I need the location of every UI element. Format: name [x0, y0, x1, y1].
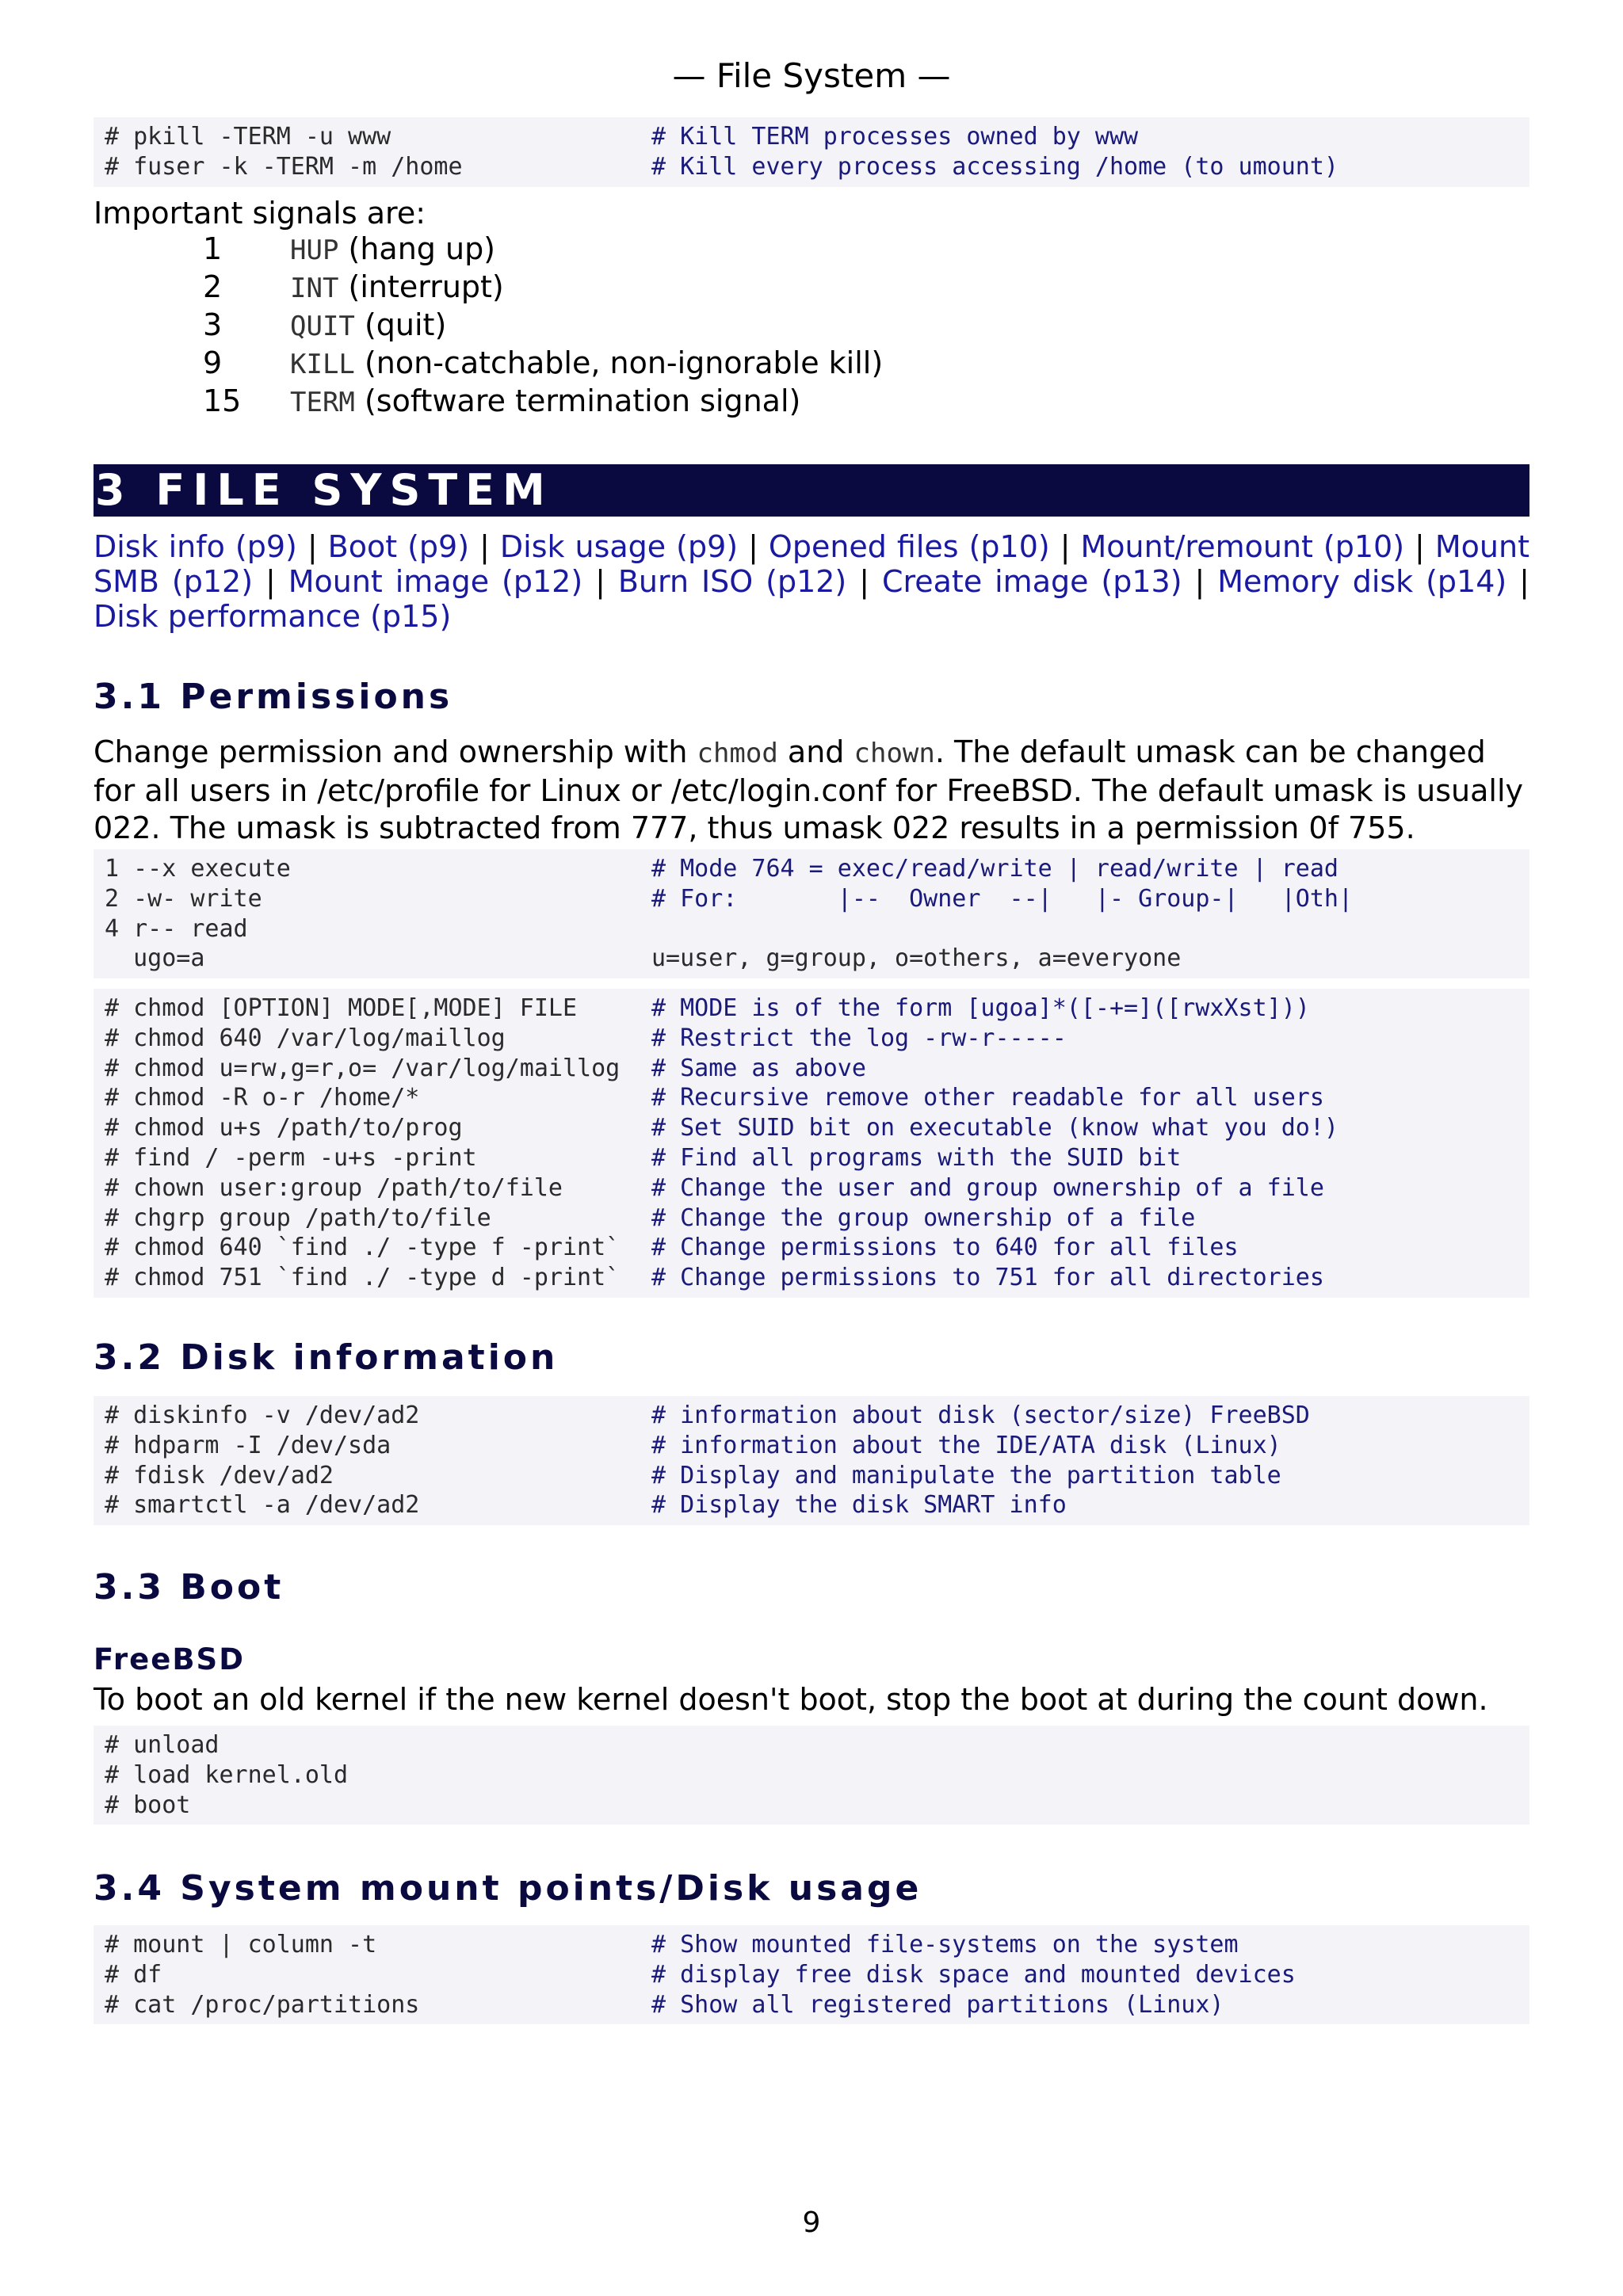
toc-separator: | [1415, 529, 1425, 564]
toc-link[interactable]: Boot (p9) [327, 529, 470, 564]
code-command: # pkill -TERM -u www [105, 123, 391, 151]
code-line [94, 1024, 1529, 1054]
page-number: 9 [802, 2206, 821, 2239]
code-comment: # MODE is of the form [ugoa]*([-+=]([rwxXst])) [651, 994, 1310, 1022]
code-comment: # Kill every process accessing /home (to umount) [651, 152, 1338, 181]
code-comment: # display free disk space and mounted devices [651, 1960, 1296, 1989]
code-command: # chgrp group /path/to/file [105, 1203, 491, 1232]
code-command: # chmod 640 `find ./ -type f -print` [105, 1234, 621, 1262]
code-comment: # Find all programs with the SUID bit [651, 1143, 1182, 1172]
paragraph-text: and [777, 734, 854, 769]
code-comment: # Show all registered partitions (Linux) [651, 1990, 1224, 2019]
signal-desc: (non-catchable, non-ignorable kill) [354, 345, 884, 380]
signal-number: 2 [203, 269, 223, 304]
subheading-freebsd: FreeBSD [94, 1642, 245, 1676]
toc-link[interactable]: Opened files (p10) [768, 529, 1050, 564]
code-command: # diskinfo -v /dev/ad2 [105, 1402, 420, 1429]
code-comment: # Display the disk SMART info [651, 1491, 1067, 1520]
code-line [94, 1143, 1529, 1173]
code-comment: # Kill TERM processes owned by www [651, 123, 1139, 151]
code-line [94, 994, 1529, 1024]
code-comment: # Mode 764 = exec/read/write | read/write | read [651, 855, 1338, 883]
code-comment: # Change the user and group ownership of a file [651, 1173, 1324, 1202]
toc-link[interactable]: Disk info (p9) [94, 529, 297, 564]
signal-name: TERM [290, 387, 355, 418]
signal-desc: (interrupt) [338, 269, 504, 304]
code-command: # cat /proc/partitions [105, 1990, 420, 2019]
code-block-modes [94, 849, 1529, 978]
signal-desc: (hang up) [338, 231, 496, 266]
signal-name: HUP [290, 235, 339, 266]
code-command: # smartctl -a /dev/ad2 [105, 1491, 420, 1520]
toc-link[interactable]: Mount image (p12) [288, 564, 583, 599]
code-comment: # information about disk (sector/size) FreeBSD [651, 1402, 1310, 1429]
code-block-kill [94, 117, 1529, 187]
code-command: # hdparm -I /dev/sda [105, 1431, 391, 1459]
paragraph-text: . The default umask can be changed for all users in /etc/profile for Linux or /etc/login.conf for FreeBSD. The default umask is usually 022. The umask is subtracted from 777, thus umask 022 results in a permission 0f 755. [94, 734, 1524, 845]
chapter-title: 3 FILE SYSTEM [94, 464, 1529, 517]
code-line [94, 1760, 1529, 1791]
code-comment: # Change permissions to 640 for all files [651, 1234, 1239, 1262]
toc-separator: | [479, 529, 490, 564]
running-header: — File System — [672, 56, 951, 95]
code-block-boot [94, 1726, 1529, 1825]
toc-link[interactable]: Create image (p13) [881, 564, 1182, 599]
code-comment: # For: |-- Owner --| |- Group-| |Oth| [651, 884, 1354, 913]
code-command: ugo=a [105, 944, 205, 973]
code-command: # unload [105, 1731, 220, 1759]
toc-separator: | [595, 564, 605, 599]
code-command: 1 --x execute [105, 855, 291, 883]
toc-link[interactable]: Disk usage (p9) [499, 529, 739, 564]
section-heading-permissions: 3.1 Permissions [94, 677, 453, 717]
code-block-chmod [94, 989, 1529, 1298]
code-comment: # Restrict the log -rw-r----- [651, 1024, 1067, 1052]
section-heading-boot: 3.3 Boot [94, 1567, 285, 1608]
code-comment: # Set SUID bit on executable (know what you do!) [651, 1114, 1338, 1142]
code-line [94, 1960, 1529, 1990]
boot-paragraph: To boot an old kernel if the new kernel doesn't boot, stop the boot at during the count down. [94, 1682, 1488, 1717]
code-comment: # Change the group ownership of a file [651, 1203, 1196, 1232]
code-line [94, 1054, 1529, 1084]
code-line [94, 1203, 1529, 1234]
section-heading-mount-points: 3.4 System mount points/Disk usage [94, 1868, 922, 1909]
toc-link[interactable]: Mount/remount (p10) [1080, 529, 1405, 564]
code-line [94, 1233, 1529, 1263]
code-command: # chmod u+s /path/to/prog [105, 1114, 463, 1142]
code-line [94, 914, 1529, 944]
code-line [94, 1930, 1529, 1960]
code-command: # find / -perm -u+s -print [105, 1143, 477, 1172]
signal-name: KILL [290, 349, 355, 380]
code-line [94, 944, 1529, 974]
code-line [94, 1791, 1529, 1821]
code-command: 2 -w- write [105, 884, 262, 913]
code-command: # chown user:group /path/to/file [105, 1173, 563, 1202]
code-command: # df [105, 1960, 162, 1989]
code-command: 4 r-- read [105, 914, 248, 943]
code-command: # boot [105, 1791, 191, 1819]
signal-desc: (quit) [354, 307, 447, 342]
signal-desc: (software termination signal) [354, 383, 801, 418]
code-block-disk-info [94, 1396, 1529, 1525]
chapter-toc [94, 529, 1529, 634]
toc-separator: | [859, 564, 869, 599]
code-command: # chmod u=rw,g=r,o= /var/log/maillog [105, 1054, 621, 1082]
code-command: # mount | column -t [105, 1931, 377, 1958]
code-command: # chmod 751 `find ./ -type d -print` [105, 1264, 621, 1292]
toc-separator: | [1060, 529, 1071, 564]
signals-intro: Important signals are: [94, 196, 426, 231]
signal-name: QUIT [290, 311, 355, 342]
code-command: # load kernel.old [105, 1760, 349, 1789]
code-comment: # information about the IDE/ATA disk (Linux) [651, 1431, 1281, 1459]
inline-code-chmod: chmod [697, 738, 778, 769]
code-line [94, 854, 1529, 884]
inline-code-chown: chown [854, 738, 935, 769]
toc-separator: | [1519, 564, 1529, 599]
code-block-mount [94, 1925, 1529, 2024]
toc-link[interactable]: Memory disk (p14) [1217, 564, 1507, 599]
code-line [94, 1431, 1529, 1461]
paragraph-text: Change permission and ownership with [94, 734, 697, 769]
toc-separator: | [1194, 564, 1205, 599]
code-line [94, 884, 1529, 914]
code-comment: # Recursive remove other readable for all users [651, 1084, 1324, 1112]
code-comment: # Same as above [651, 1054, 866, 1082]
code-line [94, 1490, 1529, 1520]
signal-name: INT [290, 273, 339, 304]
code-line [94, 152, 1529, 182]
code-comment: # Show mounted file-systems on the system [651, 1931, 1239, 1958]
signal-number: 3 [203, 307, 223, 342]
code-command: # chmod 640 /var/log/maillog [105, 1024, 506, 1052]
toc-separator: | [265, 564, 276, 599]
code-line [94, 1990, 1529, 2020]
toc-link[interactable]: Mount SMB (p12) [94, 529, 1529, 599]
permissions-paragraph [94, 734, 1529, 847]
toc-link[interactable]: Burn ISO (p12) [617, 564, 847, 599]
code-line [94, 1113, 1529, 1143]
code-line [94, 1401, 1529, 1431]
code-command: # chmod -R o-r /home/* [105, 1084, 420, 1112]
toc-separator: | [748, 529, 758, 564]
code-comment: # Display and manipulate the partition table [651, 1461, 1281, 1489]
signal-number: 1 [203, 231, 223, 266]
code-command: # chmod [OPTION] MODE[,MODE] FILE [105, 994, 578, 1022]
signal-number: 15 [203, 383, 242, 418]
section-heading-disk-info: 3.2 Disk information [94, 1337, 559, 1378]
signal-number: 9 [203, 345, 223, 380]
code-comment: u=user, g=group, o=others, a=everyone [651, 944, 1182, 973]
code-line [94, 1083, 1529, 1113]
code-line [94, 1263, 1529, 1293]
code-comment: # Change permissions to 751 for all directories [651, 1264, 1324, 1292]
code-command: # fuser -k -TERM -m /home [105, 152, 463, 181]
code-line [94, 1173, 1529, 1203]
code-line [94, 122, 1529, 152]
toc-link[interactable]: Disk performance (p15) [94, 599, 452, 634]
toc-separator: | [307, 529, 318, 564]
code-line [94, 1461, 1529, 1491]
code-command: # fdisk /dev/ad2 [105, 1461, 334, 1489]
code-line [94, 1730, 1529, 1760]
